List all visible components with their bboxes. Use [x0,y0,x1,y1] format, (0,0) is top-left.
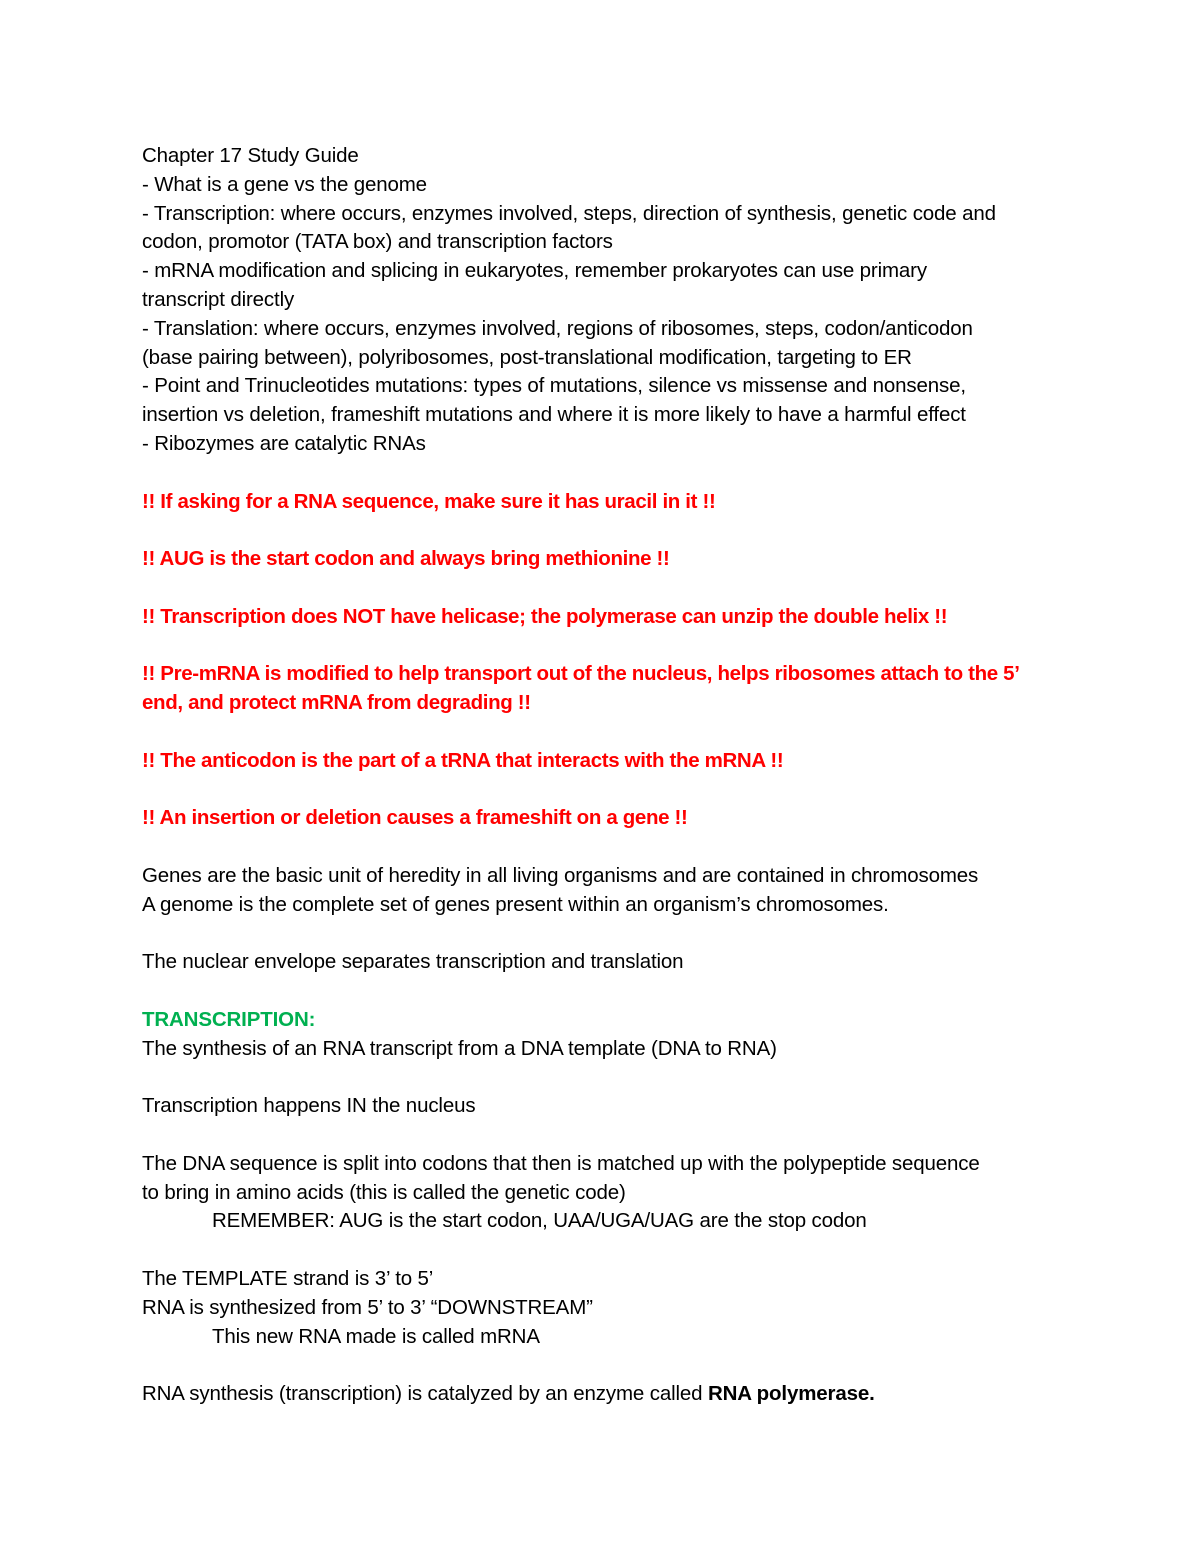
spacer [142,632,1082,661]
rna-polymerase-term: RNA polymerase. [707,1382,875,1406]
spacer [142,977,1082,1006]
study-guide-item: - Transcription: where occurs, enzymes involved, steps, direction of synthesis, genetic code and [142,201,996,225]
transcription-heading: TRANSCRIPTION: [142,1007,316,1031]
study-guide-item: (base pairing between), polyribosomes, post-translational modification, targeting to ER [142,345,912,369]
study-guide-title: Chapter 17 Study Guide [142,144,359,167]
study-guide-item: - Translation: where occurs, enzymes involved, regions of ribosomes, steps, codon/anticodon [142,316,973,340]
spacer [142,574,1082,603]
study-guide-item: - mRNA modification and splicing in eukaryotes, remember prokaryotes can use primary [142,259,927,283]
transcription-definition: The synthesis of an RNA transcript from a DNA template (DNA to RNA) [142,1036,777,1060]
reminder-helicase: !! Transcription does NOT have helicase; the polymerase can unzip the double helix !! [142,604,948,628]
study-guide-item: - What is a gene vs the genome [142,172,427,196]
study-guide-item: insertion vs deletion, frameshift mutations and where it is more likely to have a harmful effect [142,403,966,427]
genome-definition: A genome is the complete set of genes present within an organism’s chromosomes. [142,892,889,916]
synthesis-direction-note: RNA is synthesized from 5’ to 3’ “DOWNSTREAM” [142,1295,593,1319]
genetic-code-note: The DNA sequence is split into codons that then is matched up with the polypeptide sequence [142,1151,980,1175]
spacer [142,1351,1082,1380]
study-guide-item: - Ribozymes are catalytic RNAs [142,431,426,455]
study-guide-item: - Point and Trinucleotides mutations: types of mutations, silence vs missense and nonsense, [142,374,966,398]
study-guide-item: codon, promotor (TATA box) and transcription factors [142,230,613,254]
rna-polymerase-note-text: RNA synthesis (transcription) is catalyzed by an enzyme called [142,1382,708,1406]
mrna-note: This new RNA made is called mRNA [212,1324,540,1348]
reminder-pre-mrna: !! Pre-mRNA is modified to help transport out of the nucleus, helps ribosomes attach to the 5’ [142,662,1020,686]
reminder-frameshift: !! An insertion or deletion causes a frameshift on a gene !! [142,806,688,830]
spacer [142,1064,1082,1093]
rna-polymerase-note [142,1380,1082,1409]
spacer [142,776,1082,805]
spacer [142,516,1082,545]
transcription-location: Transcription happens IN the nucleus [142,1094,476,1118]
reminder-anticodon: !! The anticodon is the part of a tRNA that interacts with the mRNA !! [142,748,784,772]
reminder-pre-mrna-cont: end, and protect mRNA from degrading !! [142,691,531,715]
spacer [142,459,1082,488]
genetic-code-note-cont: to bring in amino acids (this is called the genetic code) [142,1180,626,1204]
codon-reminder: REMEMBER: AUG is the start codon, UAA/UGA/UAG are the stop codon [212,1209,867,1233]
document-page [142,142,1082,1409]
study-guide-item: transcript directly [142,287,295,311]
spacer [142,1121,1082,1150]
spacer [142,718,1082,747]
spacer [142,1236,1082,1265]
genes-definition: Genes are the basic unit of heredity in all living organisms and are contained in chromosomes [142,863,979,887]
reminder-uracil: !! If asking for a RNA sequence, make sure it has uracil in it !! [142,489,716,513]
spacer [142,833,1082,862]
template-strand-note: The TEMPLATE strand is 3’ to 5’ [142,1267,434,1291]
nuclear-envelope-note: The nuclear envelope separates transcription and translation [142,950,684,974]
spacer [142,920,1082,949]
reminder-start-codon: !! AUG is the start codon and always bring methionine !! [142,547,670,571]
